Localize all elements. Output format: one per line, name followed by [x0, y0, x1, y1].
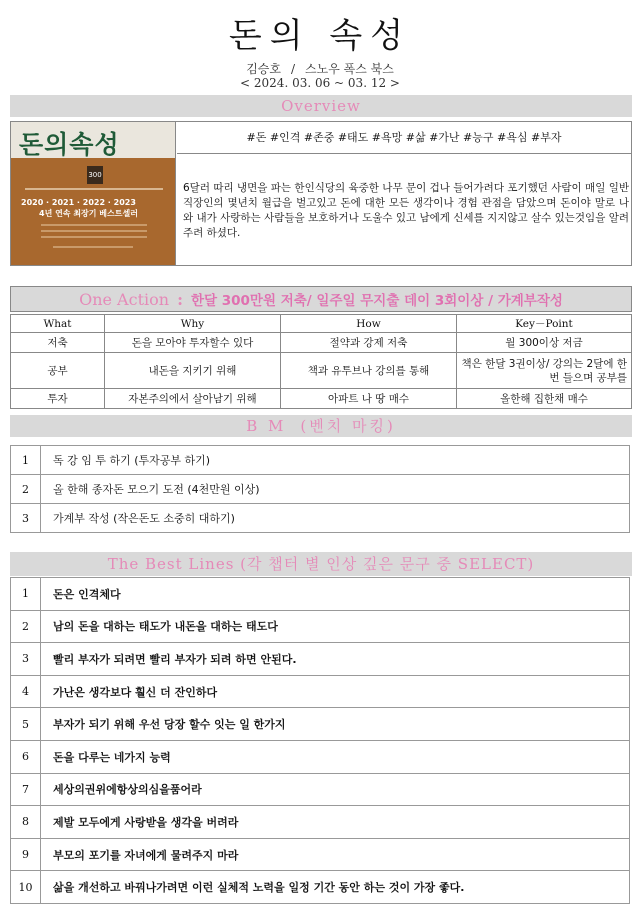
bm-heading-label: B M [246, 417, 287, 435]
list-item-text: 제발 모두에게 사랑받을 생각을 버려라 [41, 806, 630, 839]
book-cover-title: 돈의속성 [19, 130, 120, 159]
list-item-text: 삶을 개선하고 바꿔나가려면 이런 실체적 노력을 일정 기간 동안 하는 것이 가장 좋다. [41, 871, 630, 904]
book-cover-text-line [41, 230, 147, 232]
list-item-text: 빨리 부자가 되려면 빨리 부자가 되려 하면 안된다. [41, 643, 630, 676]
table-cell: 자본주의에서 살아남기 위해 [105, 389, 281, 409]
list-item [11, 708, 630, 741]
table-cell: 올한해 집한채 매수 [457, 389, 632, 409]
list-item-number: 9 [11, 838, 41, 871]
book-cover-text-line [41, 224, 147, 226]
one-action-colon: : [177, 290, 183, 309]
list-item-text: 남의 돈을 대하는 태도가 내돈을 대하는 태도다 [41, 610, 630, 643]
hashtags: #돈 #인격 #존중 #태도 #욕망 #삶 #가난 #능구 #욕심 #부자 [177, 122, 631, 154]
list-item [11, 740, 630, 773]
table-cell: 저축 [11, 333, 105, 353]
list-item-text: 독 강 임 투 하기 (투자공부 하기) [41, 446, 630, 475]
list-item-number: 10 [11, 871, 41, 904]
byline-separator: / [290, 62, 296, 76]
book-cover-years: 2020 · 2021 · 2022 · 2023 [21, 198, 136, 207]
table-cell: 공부 [11, 353, 105, 389]
table-cell: 월 300이상 저금 [457, 333, 632, 353]
list-item-number: 3 [11, 504, 41, 533]
list-item-number: 2 [11, 475, 41, 504]
action-table [10, 314, 632, 409]
list-item [11, 504, 630, 533]
overview-box [10, 121, 632, 266]
list-item [11, 610, 630, 643]
list-item-text: 가난은 생각보다 훨신 더 잔인하다 [41, 675, 630, 708]
list-item [11, 578, 630, 611]
bm-heading [10, 415, 632, 437]
list-item [11, 475, 630, 504]
list-item-number: 1 [11, 446, 41, 475]
best-lines-heading: The Best Lines (각 챕터 별 인상 깊은 문구 중 SELECT) [10, 552, 632, 576]
book-cover-text-line [53, 246, 133, 248]
list-item-text: 세상의권위에항상의심을품어라 [41, 773, 630, 806]
list-item-text: 부모의 포기를 자녀에게 물려주지 마라 [41, 838, 630, 871]
list-item-number: 8 [11, 806, 41, 839]
table-cell: 투자 [11, 389, 105, 409]
list-item-number: 2 [11, 610, 41, 643]
list-item [11, 446, 630, 475]
list-item-text: 돈은 인격체다 [41, 578, 630, 611]
column-header-key-point: Key－Point [457, 315, 632, 333]
table-row [11, 353, 632, 389]
list-item [11, 871, 630, 904]
bm-list [10, 445, 630, 533]
book-cover-image [11, 122, 176, 265]
bm-heading-paren: (벤치 마킹) [300, 417, 396, 435]
list-item [11, 773, 630, 806]
list-item-number: 1 [11, 578, 41, 611]
table-cell: 책은 한달 3권이상/ 강의는 2달에 한번 들으며 공부를 [457, 353, 632, 389]
book-cover-subtitle: 4년 연속 최장기 베스트셀러 [39, 209, 138, 218]
column-header-why: Why [105, 315, 281, 333]
column-header-how: How [281, 315, 457, 333]
list-item-text: 부자가 되기 위해 우선 당장 할수 잇는 일 한가지 [41, 708, 630, 741]
list-item-number: 7 [11, 773, 41, 806]
list-item [11, 643, 630, 676]
table-cell: 절약과 강제 저축 [281, 333, 457, 353]
action-table-header [11, 315, 632, 333]
book-summary: 6달러 따리 냉면을 파는 한인식당의 육중한 나무 문이 겁나 들어가려다 포기했던 사람이 매일 일반 직장인의 몇년치 월급을 벌고있고 돈에 대한 모든 생각이나 경험 관점을 담았으며 돈이야 말로 나와 내가 사랑하는 사람들을 보호하거나 도울수 있고 남에게 신세를 지지않고 살수 있는것임을 알려주려 하셨다. [183, 182, 629, 239]
list-item-number: 4 [11, 675, 41, 708]
list-item [11, 838, 630, 871]
publisher: 스노우 폭스 북스 [305, 62, 394, 76]
table-cell: 아파트 나 땅 매수 [281, 389, 457, 409]
one-action-text: 한달 300만원 저축/ 일주일 무지출 데이 3회이상 / 가계부작성 [190, 293, 563, 309]
list-item-text: 돈을 다루는 네가지 능력 [41, 740, 630, 773]
best-lines-list [10, 577, 630, 904]
column-header-what: What [11, 315, 105, 333]
overview-heading: Overview [10, 95, 632, 117]
page-title: 돈의 속성 [228, 16, 412, 56]
list-item-number: 3 [11, 643, 41, 676]
table-row [11, 389, 632, 409]
table-cell: 돈을 모아야 투자할수 있다 [105, 333, 281, 353]
list-item-number: 6 [11, 740, 41, 773]
list-item-number: 5 [11, 708, 41, 741]
author: 김승호 [246, 62, 281, 76]
one-action-label: One Action [79, 290, 170, 309]
book-cover-badge: 300 [87, 166, 103, 184]
table-cell: 내돈을 지키기 위해 [105, 353, 281, 389]
list-item [11, 806, 630, 839]
book-cover-text-line [41, 236, 147, 238]
reading-period: < 2024. 03. 06 ~ 03. 12 > [240, 76, 400, 90]
byline [0, 60, 640, 77]
table-row [11, 333, 632, 353]
one-action-heading [10, 286, 632, 312]
list-item [11, 675, 630, 708]
list-item-text: 올 한해 종자돈 모으기 도전 (4천만원 이상) [41, 475, 630, 504]
list-item-text: 가계부 작성 (작은돈도 소중히 대하기) [41, 504, 630, 533]
table-cell: 책과 유투브나 강의를 통해 [281, 353, 457, 389]
book-cover-divider [25, 188, 163, 190]
